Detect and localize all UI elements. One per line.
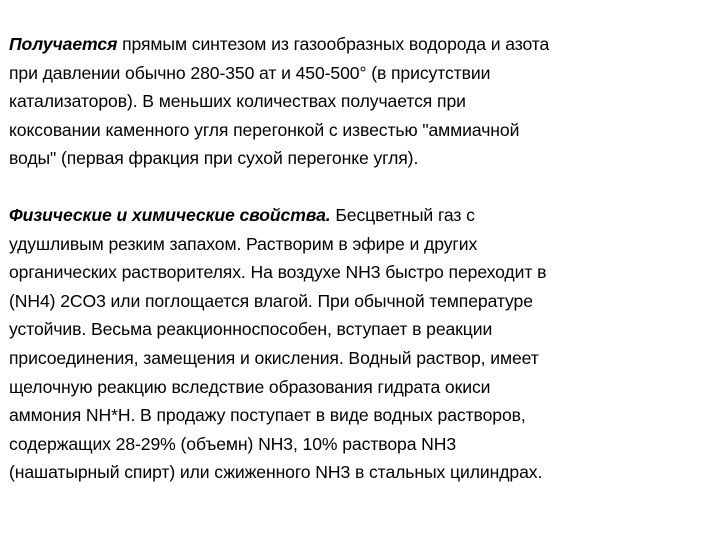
text-line: органических растворителях. На воздухе NH3 быстро переходит в xyxy=(9,262,547,283)
text-line: (NH4) 2CO3 или поглощается влагой. При обычной температуре xyxy=(9,290,533,311)
text-line: аммония NH*H. В продажу поступает в виде водных растворов, xyxy=(9,405,526,426)
production-paragraph xyxy=(9,30,709,173)
text-line xyxy=(9,30,709,59)
text-line: удушливым резким запахом. Растворим в эфире и других xyxy=(9,233,478,254)
text-line: присоединения, замещения и окисления. Водный раствор, имеет xyxy=(9,347,539,368)
properties-paragraph xyxy=(9,201,709,487)
text-run: Бесцветный газ с xyxy=(330,205,475,225)
text-run: прямым синтезом из газообразных водорода и азота xyxy=(117,34,550,54)
properties-lead: Физические и химические свойства. xyxy=(9,205,331,225)
text-line: щелочную реакцию вследствие образования гидрата окиси xyxy=(9,376,491,397)
text-line: (нашатырный спирт) или сжиженного NH3 в стальных цилиндрах. xyxy=(9,462,543,483)
text-line: устойчив. Весьма реакционноспособен, вступает в реакции xyxy=(9,319,493,340)
text-line: воды" (первая фракция при сухой перегонке угля). xyxy=(9,148,419,169)
text-line: содержащих 28-29% (объемн) NH3, 10% раствора NH3 xyxy=(9,433,457,454)
text-line xyxy=(9,201,709,230)
production-lead: Получается xyxy=(9,34,118,54)
text-line: катализаторов). В меньших количествах получается при xyxy=(9,91,466,112)
text-line: при давлении обычно 280-350 ат и 450-500° (в присутствии xyxy=(9,62,491,83)
text-line: коксовании каменного угля перегонкой с известью "аммиачной xyxy=(9,119,520,140)
